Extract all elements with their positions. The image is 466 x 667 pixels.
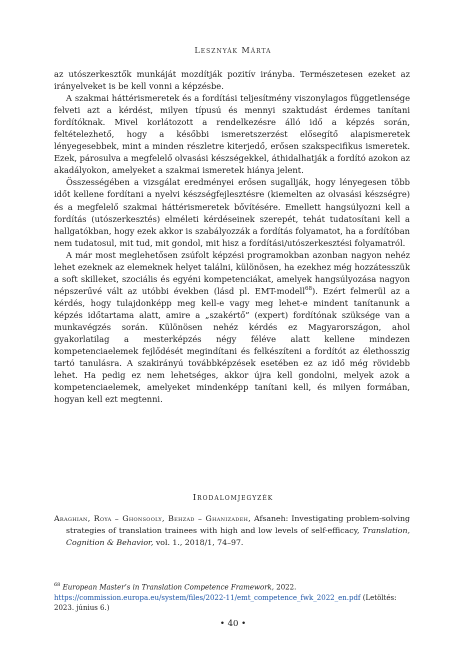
bibliography-list bbox=[54, 513, 410, 549]
footnote-accessed: (Letöltés: 2023. június 6.) bbox=[54, 593, 397, 613]
paragraph-4-end: ). Ezért felmerül az a kérdés, hogy tulajdonképp meg kell-e vagy meg lehet-e mindent tanítanunk a képzés időtartama alatt, amire a „szakértő” (expert) fordítónak szüksége van a munkavégzés során. Különösen nehéz kérdés ez Magyarországon, ahol gyakorlatilag a mesterképzés négy féléve alatt kellene mindezen kompetenciaelemek fejlődését megindítani és felkészíteni a fordítót az élethosszig tartó tanulásra. A szakirányú továbbképzések esetében ez az idő még rövidebb lehet. Ha pedig ez nem lehetséges, akkor újra kell gondolni, melyek azok a kompetenciaelemek, amelyeket mindenképp tanítani kell, és milyen formában, hogyan kell ezt megtenni. bbox=[54, 285, 410, 405]
bibliography-heading: Irodalomjegyzék bbox=[192, 493, 274, 503]
running-header: Lesznyák Márta bbox=[194, 46, 272, 55]
footnote-number: 68 bbox=[54, 582, 61, 588]
entry-authors: Araghian, Roya – Ghonsooly, Behzad – Ghanizadeh, bbox=[54, 514, 251, 523]
entry-details: vol. 1., 2018/1, 74–97. bbox=[153, 538, 244, 547]
footnote bbox=[54, 580, 410, 614]
bibliography-entry bbox=[54, 513, 410, 549]
footnote-link[interactable]: https://commission.europa.eu/system/files/2022-11/emt_competence_fwk_2022_en.pdf bbox=[54, 593, 361, 602]
paragraph-4-start: A már most meglehetősen zsúfolt képzési programokban azonban nagyon nehéz lehet ezeknek az elemeknek helyet találni, különösen, ha ezekhez még hozzátesszük a soft skilleket, szociális és egyéni kompetenciákat, amelyek hangsúlyozása nagyon népszerűvé vált az utóbbi években (lásd pl. EMT-modell bbox=[54, 249, 410, 296]
paragraph-4 bbox=[54, 249, 410, 406]
footnote-reference[interactable]: 68 bbox=[304, 286, 312, 293]
page-number: • 40 • bbox=[219, 619, 247, 629]
footnote-year: 2022. bbox=[274, 583, 297, 592]
paragraph-2: A szakmai háttérismeretek és a fordítási teljesítmény viszonylagos függetlensége felveti azt a kérdést, milyen típusú és mennyi szaktudást érdemes tanítani fordítóknak. Mivel korlátozott a rendelkezésre álló idő a képzés során, feltételezhető, hogy a későbbi ismeretszerzést elősegítő alapismeretek lényegesebbek, mint a minden részletre kiterjedő, erősen szakspecifikus ismeretek. Ezek, párosulva a megfelelő olvasási készségekkel, áthidalhatják a fordító azokon az akadályokon, amelyeket a szakmai ismeretek hiánya jelent. bbox=[54, 93, 410, 176]
entry-journal: Translation, Cognition & Behavior, bbox=[66, 526, 410, 547]
footnote-title: European Master’s in Translation Competence Framework, bbox=[62, 583, 275, 592]
paragraph-3: Összességében a vizsgálat eredményei erősen sugallják, hogy lényegesen több időt kellene fordítani a nyelvi készségfejlesztésre (kiemelten az olvasási készségre) és a megfelelő szakmai háttérismeretek bővítésére. Emellett hangsúlyozni kell a fordítás (utószerkesztés) elméleti kérdéseinek szerepét, tehát tudatosítani kell a hallgatókban, hogy ezek akkor is szabályozzák a fordítás folyamatot, ha a fordítóban nem tudatosul, mit tud, mit gondol, mit hisz a fordítási/utószerkesztési folyamatról. bbox=[54, 177, 410, 248]
entry-title: Afsaneh: Investigating problem-solving strategies of translation trainees with high and low levels of self-efficacy, bbox=[66, 514, 410, 535]
paragraph-1: az utószerkesztők munkáját mozdítják pozitív irányba. Természetesen ezeket az irányelveket is be kell vonni a képzésbe. bbox=[54, 69, 410, 92]
main-text bbox=[54, 68, 410, 405]
